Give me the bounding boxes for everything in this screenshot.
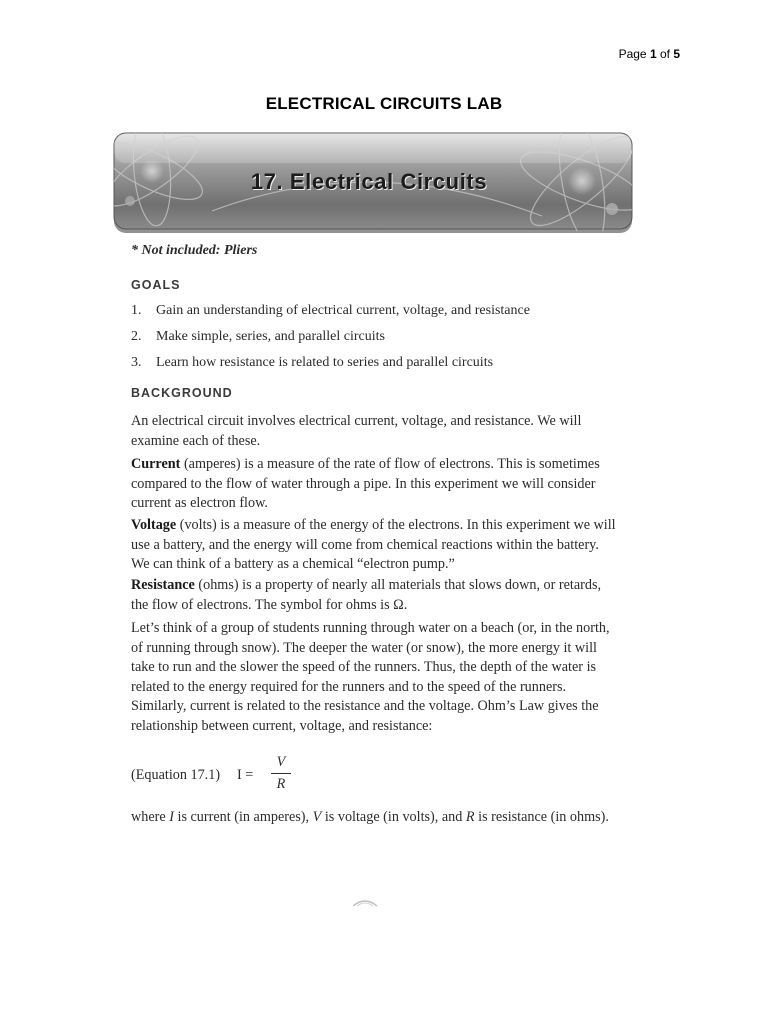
goal-text: Gain an understanding of electrical current, voltage, and resistance	[156, 303, 530, 318]
intro-paragraph: An electrical circuit involves electrical current, voltage, and resistance. We will examine each of these.	[131, 413, 582, 449]
resistance-paragraph: Resistance (ohms) is a property of nearly all materials that slows down, or retards, the flow of electrons. The symbol for ohms is Ω.	[131, 577, 602, 613]
goal-number: 1.	[131, 303, 142, 318]
banner-title: 17. Electrical Circuits	[250, 169, 488, 194]
footer-ornament-icon	[350, 895, 380, 907]
voltage-paragraph: Voltage (volts) is a measure of the energy of the electrons. In this experiment we will use a battery, and the energy will come from chemical reactions within the battery. We can think of a battery as a chemical “electron pump.”	[131, 517, 616, 572]
goal-text: Make simple, series, and parallel circuits	[156, 329, 385, 344]
not-included-note: * Not included: Pliers	[131, 243, 258, 258]
current-term: Current	[131, 456, 181, 472]
equation-fraction	[271, 754, 291, 793]
analogy-paragraph: Let’s think of a group of students running through water on a beach (or, in the north, of running through snow). The deeper the water (or snow), the more energy it will take to run and the slower the speed of the runners. Thus, the depth of the water is related to the energy required for the runners and to the speed of the runners. Similarly, current is related to the resistance and the voltage. Ohm’s Law gives the relationship between current, voltage, and resistance:	[131, 620, 610, 734]
goal-item	[131, 329, 385, 345]
equation-lhs: I =	[237, 767, 254, 783]
equation-denominator: R	[276, 776, 286, 792]
equation-numerator: V	[276, 754, 286, 770]
goal-item	[131, 355, 493, 371]
goal-text: Learn how resistance is related to series and parallel circuits	[156, 355, 494, 370]
where-paragraph: where I is current (in amperes), V is voltage (in volts), and R is resistance (in ohms).	[131, 809, 609, 825]
goal-number: 3.	[131, 355, 142, 370]
goal-item	[131, 303, 530, 319]
page-current: 1	[649, 47, 657, 61]
background-heading: BACKGROUND	[131, 386, 233, 400]
goal-number: 2.	[131, 329, 142, 344]
equation-label: (Equation 17.1)	[131, 767, 221, 783]
page-total: 5	[673, 47, 680, 61]
document-title: ELECTRICAL CIRCUITS LAB	[265, 94, 503, 113]
fraction-bar	[271, 773, 291, 774]
voltage-term: Voltage	[131, 517, 177, 533]
goals-heading: GOALS	[131, 278, 181, 292]
resistance-term: Resistance	[131, 577, 195, 593]
chapter-banner	[112, 131, 634, 233]
page-number: Page 1 of 5	[618, 47, 680, 61]
current-paragraph: Current (amperes) is a measure of the rate of flow of electrons. This is sometimes compared to the flow of water through a pipe. In this experiment we will consider current as electron flow.	[131, 456, 600, 511]
